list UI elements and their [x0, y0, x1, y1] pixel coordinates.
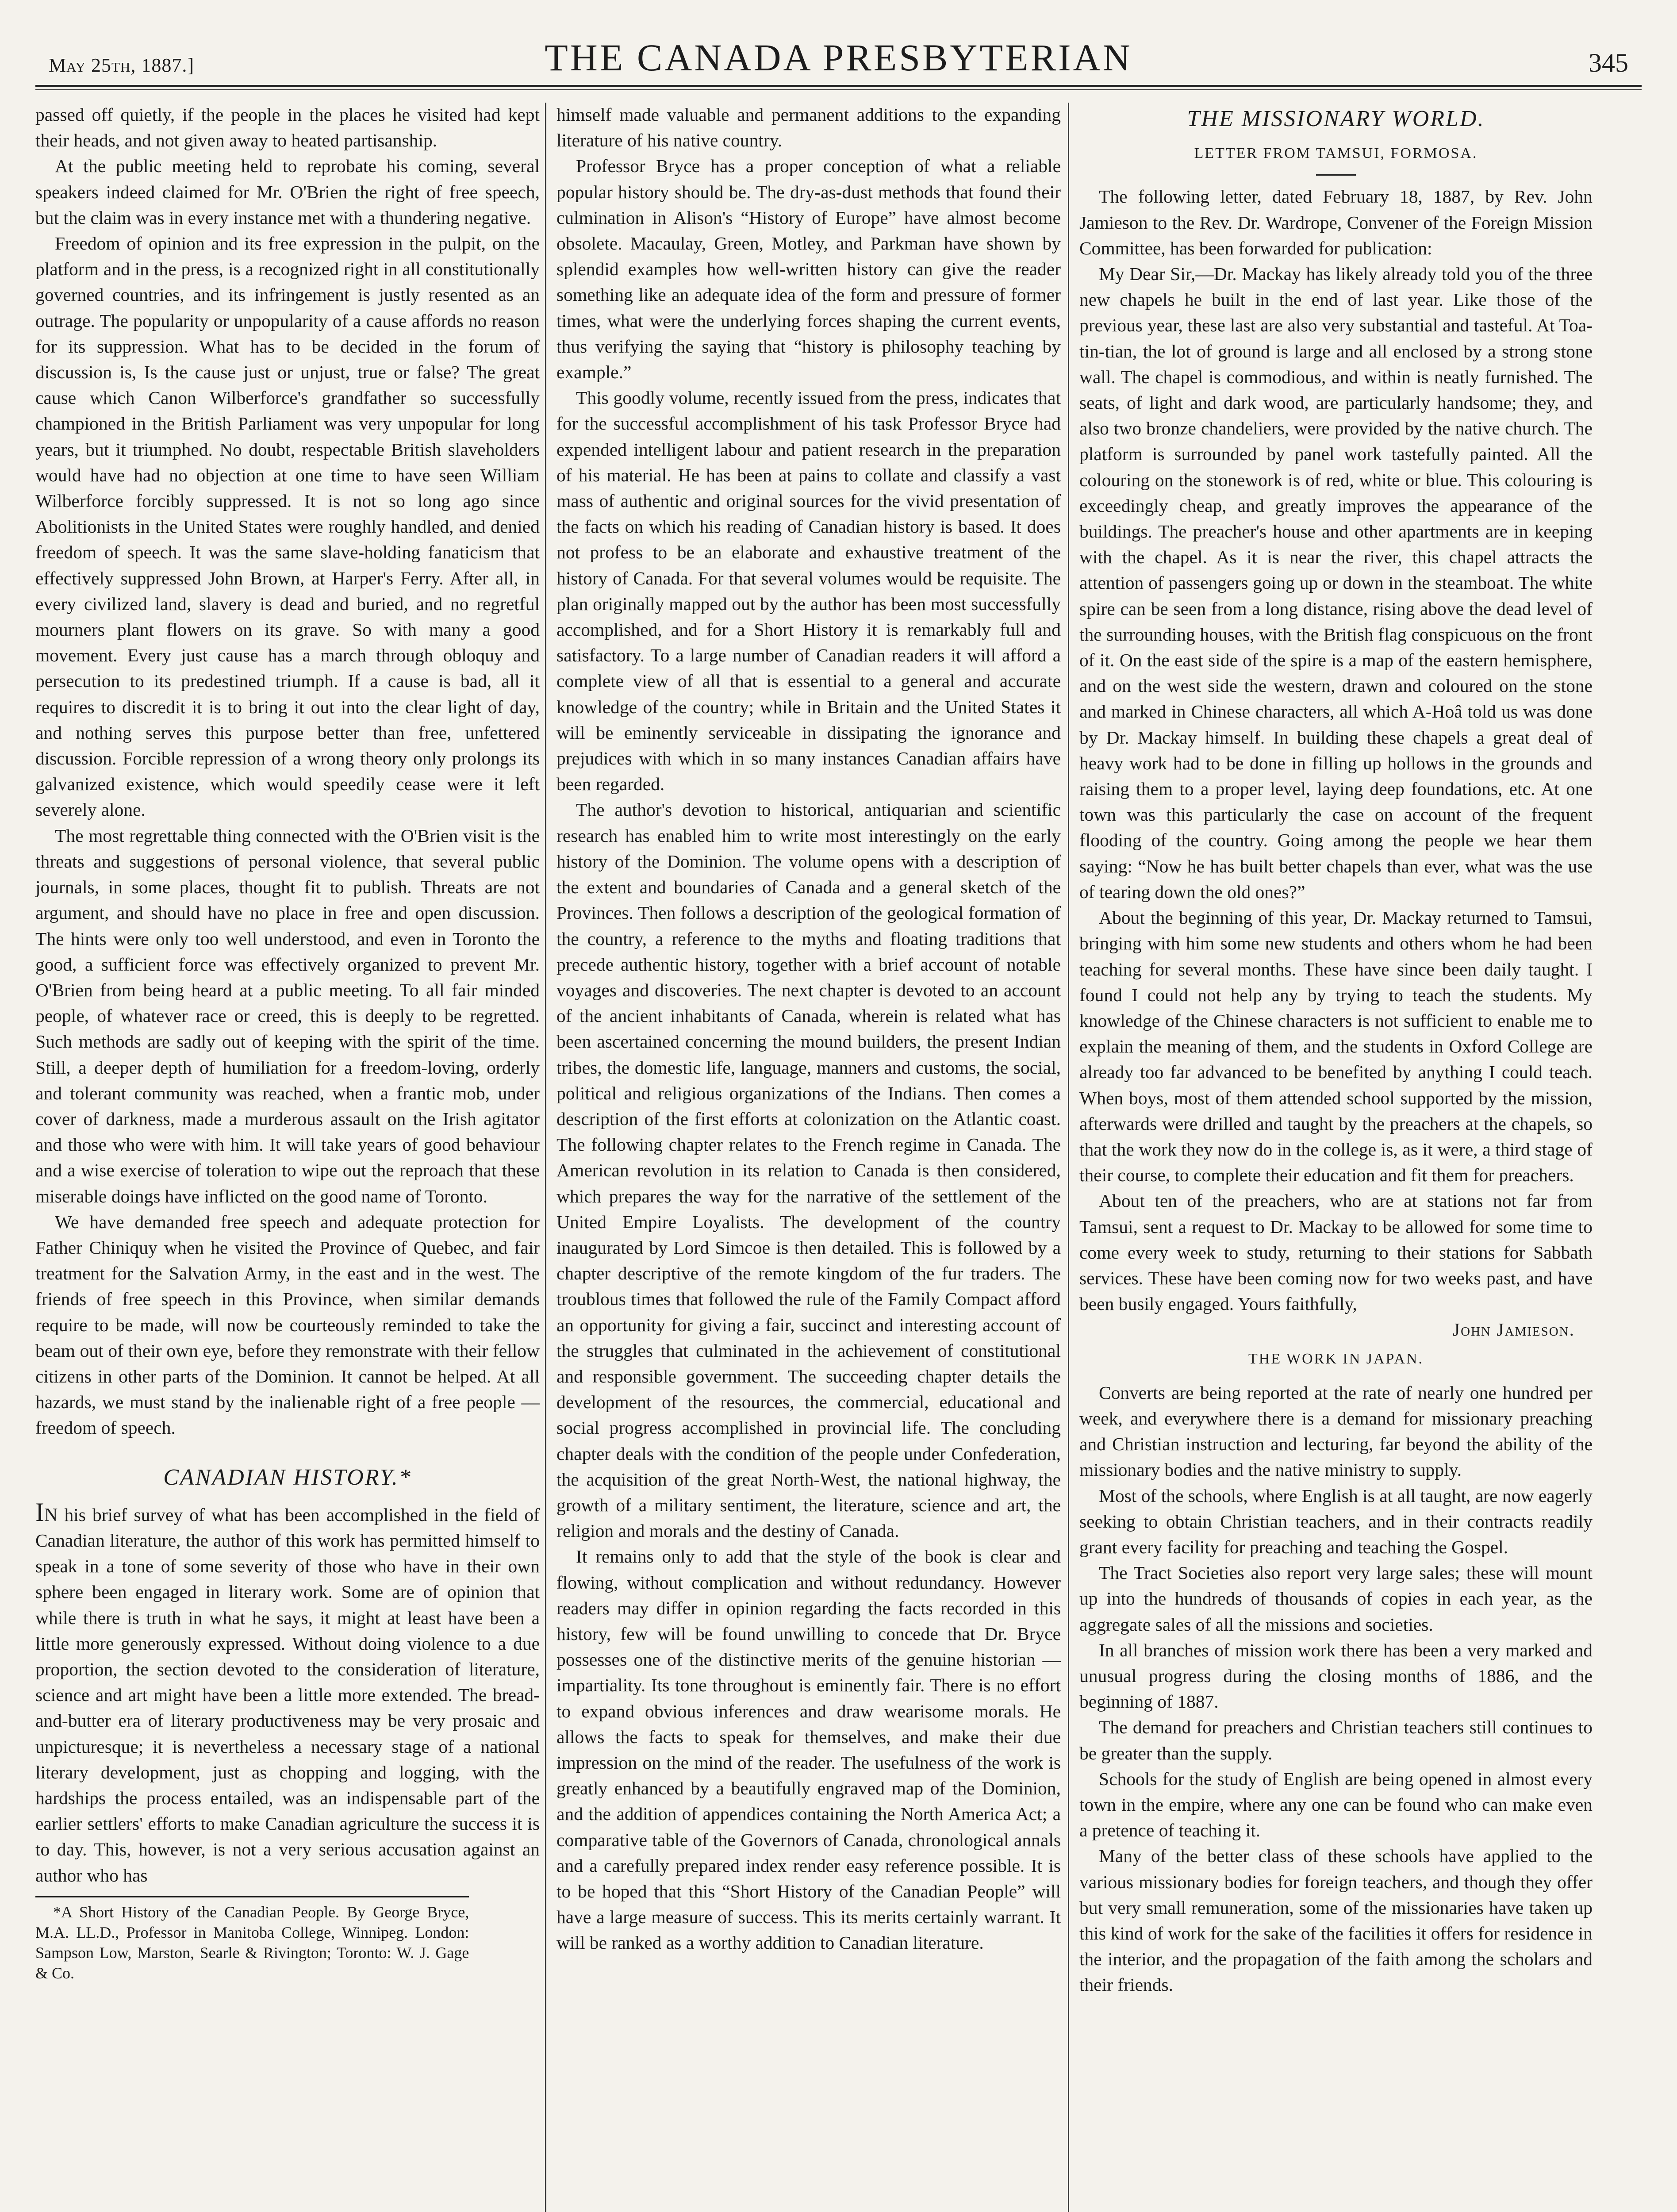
- issue-date: May 25th, 1887.]: [49, 54, 195, 76]
- column-2: [556, 102, 1061, 2212]
- page-number: 345: [1589, 48, 1628, 77]
- masthead: [35, 27, 1642, 84]
- paragraph: The author's devotion to historical, antiquarian and scientific research has enabled him to write most interestingly on the early history of the Dominion. The volume opens with a description of the extent and boundaries of Canada and a general sketch of the Provinces. Then follows a description of the geological formation of the country, a reference to the myths and floating traditions that precede authentic history, together with a brief account of notable voyages and discoveries. The next chapter is devoted to an account of the ancient inhabitants of Canada, wherein is related what has been ascertained concerning the mound builders, the present Indian tribes, the domestic life, language, manners and customs, the social, political and religious organizations of the Indians. Then comes a description of the first efforts at colonization on the Atlantic coast. The following chapter relates to the French regime in Canada. The American revolution in its relation to Canada is then considered, which prepares the way for the narrative of the settlement of the United Empire Loyalists. The development of the country inaugurated by Lord Simcoe is then detailed. This is followed by a chapter descriptive of the remote kingdom of the fur traders. The troublous times that followed the rule of the Family Compact afford an opportunity for giving a fair, succinct and interesting account of the struggles that culminated in the achievement of constitutional and responsible government. The succeeding chapter details the development of the resources, the commercial, educational and social progress accomplished in provincial life. The concluding chapter deals with the condition of the people under Confederation, the acquisition of the great North-West, the national highway, the growth of a military sentiment, the literature, science and art, the religion and morals and the destiny of Canada.: [556, 799, 1061, 1541]
- paragraph: The most regrettable thing connected with the O'Brien visit is the threats and suggestions of personal violence, that several public journals, in some places, thought fit to publish. Threats are not argument, and should have no place in free and open discussion. The hints were only too well understood, and even in Toronto the good, a sufficient force was effectively organized to prevent Mr. O'Brien from being heard at a public meeting. To all fair minded people, of whatever race or creed, this is deeply to be regretted. Such methods are sadly out of keeping with the spirit of the time. Still, a deeper depth of humiliation for a freedom-loving, orderly and tolerant community was reached, when a frantic mob, under cover of darkness, made a murderous assault on the Irish agitator and those who were with him. It will take years of good behaviour and a wise exercise of toleration to wipe out the reproach that these miserable doings have inflicted on the good name of Toronto.: [35, 825, 540, 1206]
- masthead-rule: [35, 85, 1642, 87]
- section-title-missionary-world: THE MISSIONARY WORLD.: [1187, 106, 1485, 131]
- footnote-text: *A Short History of the Canadian People. By George Bryce, M.A. LL.D., Professor in Manitoba College, Winnipeg. London: Sampson Low, Marston, Searle & Rivington; Toronto: W. J. Gage & Co.: [35, 1903, 469, 1982]
- paragraph: In all branches of mission work there has been a very marked and unusual progress during the closing months of 1886, and the beginning of 1887.: [1079, 1640, 1593, 1712]
- paragraph: himself made valuable and permanent additions to the expanding literature of his native country.: [556, 104, 1061, 151]
- footnote: [35, 1896, 469, 1983]
- masthead-rule-thin: [35, 89, 1642, 90]
- paragraph: [35, 1499, 540, 1888]
- paragraph: The demand for preachers and Christian teachers still continues to be greater than the supply.: [1079, 1717, 1593, 1763]
- column-divider: [545, 103, 546, 2212]
- heading-rule: [1316, 174, 1356, 176]
- letter-signature: John Jamieson.: [1453, 1319, 1575, 1340]
- letter-heading: LETTER FROM TAMSUI, FORMOSA.: [1194, 145, 1478, 162]
- paragraph: This goodly volume, recently issued from the press, indicates that for the successful accomplishment of his task Professor Bryce had expended intelligent labour and patient research in the preparation of his material. He has been at pains to collate and classify a vast mass of authentic and original sources for the vivid presentation of the facts on which his reading of Canadian history is based. It does not profess to be an elaborate and exhaustive treatment of the history of Canada. For that several volumes would be requisite. The plan originally mapped out by the author has been most successfully accomplished, and for a Short History it is remarkably full and satisfactory. To a large number of Canadian readers it will afford a complete view of all that is essential to a general and accurate knowledge of the country; while in Britain and the United States it will be eminently serviceable in dissipating the ignorance and prejudices with which in so many instances Canadian affairs have been regarded.: [556, 388, 1061, 795]
- paragraph: passed off quietly, if the people in the places he visited had kept their heads, and not given away to heated partisanship.: [35, 104, 540, 151]
- paragraph: Many of the better class of these schools have applied to the various missionary bodies for foreign teachers, and though they offer but very small remuneration, some of the missionaries have taken up this kind of work for the sake of the facilities it offers for residence in the interior, and the propagation of the faith among the scholars and their friends.: [1079, 1846, 1593, 1995]
- paragraph: It remains only to add that the style of the book is clear and flowing, without complication and without redundancy. However readers may differ in opinion regarding the facts recorded in this history, few will be found unwilling to concede that Dr. Bryce possesses one of the distinctive merits of the genuine historian —impartiality. Its tone throughout is eminently fair. There is no effort to expand obvious inferences and draw wearisome morals. He allows the facts to speak for themselves, and make their due impression on the mind of the reader. The usefulness of the work is greatly enhanced by a beautifully engraved map of the Dominion, and the addition of appendices containing the North America Act; a comparative table of the Governors of Canada, chronological annals and a carefully prepared index render easy reference possible. It is to be hoped that this “Short History of the Canadian People” will have a large measure of success. This its merits certainly warrant. It will be ranked as a worthy addition to Canadian literature.: [556, 1546, 1061, 1953]
- drop-cap: In: [35, 1497, 58, 1527]
- paragraph: The Tract Societies also report very large sales; these will mount up into the hundreds of thousands of copies in each year, as the aggregate sales of all the missions and societies.: [1079, 1563, 1593, 1635]
- paragraph: Freedom of opinion and its free expression in the pulpit, on the platform and in the press, is a recognized right in all constitutionally governed countries, and its infringement is justly resented as an outrage. The popularity or unpopularity of a cause affords no reason for its suppression. What has to be decided in the forum of discussion is, Is the cause just or unjust, true or false? The great cause which Canon Wilberforce's grandfather so successfully championed in the British Parliament was very unpopular for long years, but it triumphed. No doubt, respectable British slaveholders would have had no objection at one time to have seen William Wilberforce forcibly suppressed. It is not so long ago since Abolitionists in the United States were roughly handled, and denied freedom of speech. It was the same slave-holding fanaticism that effectively suppressed John Brown, at Harper's Ferry. After all, in every civilized land, slavery is dead and buried, and no regretful mourners plant flowers on its grave. So with many a good movement. Every just cause has a march through obloquy and persecution to its predestined triumph. If a cause is bad, all it requires to discredit it is to bring it out into the clear light of day, and nothing serves this purpose better than free, unfettered discussion. Forcible repression of a wrong theory only prolongs its galvanized existence, which would speedily cease were it left severely alone.: [35, 233, 540, 820]
- column-1: [35, 102, 540, 2212]
- paragraph-text: his brief survey of what has been accomplished in the field of Canadian literature, the author of this work has permitted himself to speak in a tone of some severity of those who have in their own sphere been engaged in literary work. Some are of opinion that while there is truth in what he says, it might at least have been a little more generously expressed. Without doing violence to a due proportion, the section devoted to the consideration of literature, science and art might have been a little more extended. The bread-and-butter era of literary productiveness may be very prosaic and unpicturesque; it is nevertheless a necessary stage of a national literary development, just as chopping and logging, with the hardships the process entailed, was an indispensable part of the earlier settlers' efforts to make Canadian agriculture the success it is to day. This, however, is not a very serious accusation against an author who has: [35, 1504, 540, 1886]
- paragraph: Schools for the study of English are being opened in almost every town in the empire, where any one can be found who can make even a pretence of teaching it.: [1079, 1768, 1593, 1841]
- section-title-canadian-history: CANADIAN HISTORY.*: [163, 1464, 412, 1490]
- column-3: [1079, 102, 1593, 2212]
- paragraph: Converts are being reported at the rate of nearly one hundred per week, and everywhere there is a demand for missionary preaching and Christian instruction and lecturing, far beyond the ability of the missionary bodies and the native ministry to supply.: [1079, 1382, 1593, 1480]
- paragraph: About ten of the preachers, who are at stations not far from Tamsui, sent a request to Dr. Mackay to be allowed for some time to come every week to study, returning to their stations for Sabbath services. These have been coming now for two weeks past, and have been busily engaged. Yours faithfully,: [1079, 1190, 1593, 1314]
- paragraph: About the beginning of this year, Dr. Mackay returned to Tamsui, bringing with him some new students and others whom he had been teaching for several months. These have since been daily taught. I found I could not help any by trying to teach the students. My knowledge of the Chinese characters is not sufficient to enable me to explain the meaning of them, and the students in Oxford College are already too far advanced to be benefited by anything I could teach. When boys, most of them attended school supported by the mission, afterwards were drilled and taught by the preachers at the chapels, so that the work they now do in the college is, as it were, a third stage of their course, to complete their education and fit them for preachers.: [1079, 907, 1593, 1186]
- paragraph: We have demanded free speech and adequate protection for Father Chiniquy when he visited the Province of Quebec, and fair treatment for the Salvation Army, in the east and in the west. The friends of free speech in this Province, when similar demands require to be made, will now be courteously reminded to take the beam out of their own eye, before they remonstrate with their fellow citizens in other parts of the Dominion. It cannot be helped. At all hazards, we must stand by the inalienable right of a free people —freedom of speech.: [35, 1211, 540, 1438]
- column-divider: [1068, 103, 1069, 2212]
- paragraph: Most of the schools, where English is at all taught, are now eagerly seeking to obtain Christian teachers, and in their contracts readily grant every facility for preaching and teaching the Gospel.: [1079, 1485, 1593, 1557]
- section-heading-japan: THE WORK IN JAPAN.: [1248, 1350, 1424, 1367]
- paragraph: The following letter, dated February 18, 1887, by Rev. John Jamieson to the Rev. Dr. Wardrope, Convener of the Foreign Mission Committee, has been forwarded for publication:: [1079, 186, 1593, 258]
- paragraph: Professor Bryce has a proper conception of what a reliable popular history should be. The dry-as-dust methods that found their culmination in Alison's “History of Europe” have almost become obsolete. Macaulay, Green, Motley, and Parkman have shown by splendid examples how well-written history can give the reader something like an adequate idea of the form and pressure of former times, what were the underlying forces shaping the current events, thus verifying the saying that “history is philosophy teaching by example.”: [556, 156, 1061, 383]
- paragraph: At the public meeting held to reprobate his coming, several speakers indeed claimed for Mr. O'Brien the right of free speech, but the claim was in every instance met with a thundering negative.: [35, 156, 540, 228]
- paragraph: My Dear Sir,—Dr. Mackay has likely already told you of the three new chapels he built in the end of last year. Like those of the previous year, these last are also very substantial and tasteful. At Toa-tin-tian, the lot of ground is large and all enclosed by a strong stone wall. The chapel is commodious, and within is neatly furnished. The seats, of light and dark wood, are particularly handsome; they, and also two bronze chandeliers, were provided by the native church. The platform is surrounded by panel work tastefully painted. All the colouring on the stonework is of red, white or blue. This colouring is exceedingly cheap, and greatly improves the appearance of the buildings. The preacher's house and other apartments are in keeping with the chapel. As it is near the river, this chapel attracts the attention of passengers going up or down in the steamboat. The white spire can be seen from a long distance, rising above the dead level of the surrounding houses, with the British flag conspicuous on the front of it. On the east side of the spire is a map of the eastern hemisphere, and on the west side the western, drawn and coloured on the stone and marked in Chinese characters, all which A-Hoâ told us was done by Dr. Mackay himself. In building these chapels a great deal of heavy work had to be done in filling up hollows in the grounds and raising them to a proper level, laying deep foundations, etc. At one town was this particularly the case on account of the frequent flooding of the country. Going among the people we hear them saying: “Now he has built better chapels than ever, what was the use of tearing down the old ones?”: [1079, 264, 1593, 902]
- newspaper-title: THE CANADA PRESBYTERIAN: [545, 36, 1132, 79]
